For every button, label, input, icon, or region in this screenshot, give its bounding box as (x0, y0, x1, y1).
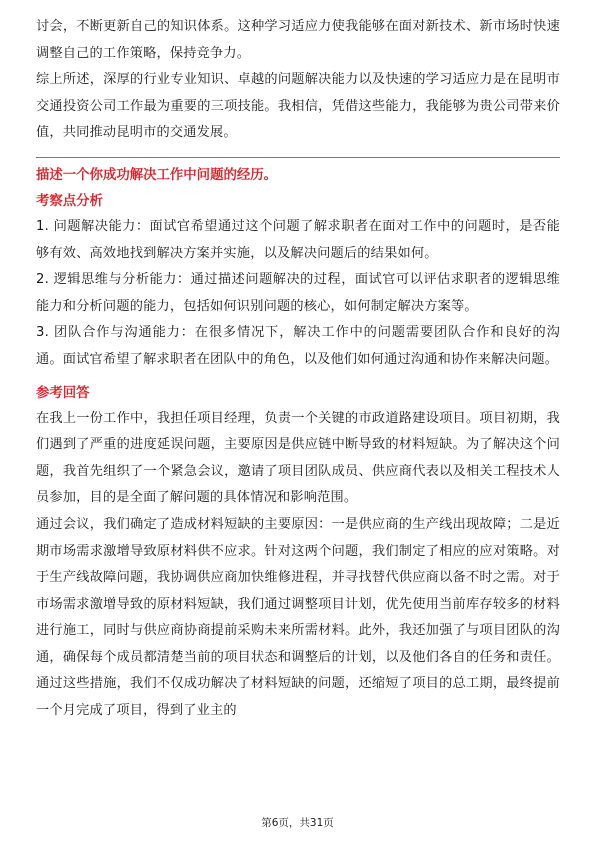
section-gap (36, 374, 560, 380)
answer-paragraph: 在我上一份工作中，我担任项目经理，负责一个关键的市政道路建设项目。项目初期，我们遇到了严重的进度延误问题，主要原因是供应链中断导致的材料短缺。为了解决这个问题，我首先组织了一个紧急会议，邀请了项目团队成员、供应商代表以及相关工程技术人员参加，目的是全面了解问题的具体情况和影响范围。 (36, 410, 560, 506)
analysis-item: 3. 团队合作与沟通能力：在很多情况下，解决工作中的问题需要团队合作和良好的沟通。面试官希望了解求职者在团队中的角色，以及他们如何通过沟通和协作来解决问题。 (36, 325, 560, 367)
analysis-item: 2. 逻辑思维与分析能力：通过描述问题解决的过程，面试官可以评估求职者的逻辑思维能力和分析问题的能力，包括如何识别问题的核心，如何制定解决方案等。 (36, 272, 560, 314)
summary-paragraph: 综上所述，深厚的行业专业知识、卓越的问题解决能力以及快速的学习适应力是在昆明市交通投资公司工作最为重要的三项技能。我相信，凭借这些能力，我能够为贵公司带来价值，共同推动昆明市的交通发展。 (36, 72, 560, 141)
question-title: 描述一个你成功解决工作中问题的经历。 (36, 167, 278, 183)
intro-paragraph: 讨会，不断更新自己的知识体系。这种学习适应力使我能够在面对新技术、新市场时快速调整自己的工作策略，保持竞争力。 (36, 19, 560, 61)
page-number-footer: 第6页，共31页 (261, 817, 334, 829)
answer-paragraph: 通过会议，我们确定了造成材料短缺的主要原因：一是供应商的生产线出现故障；二是近期市场需求激增导致原材料供不应求。针对这两个问题，我们制定了相应的应对策略。对于生产线故障问题，我协调供应商加快维修进程，并寻找替代供应商以备不时之需。对于市场需求激增导致的原材料短缺，我们通过调整项目计划，优先使用当前库存较多的材料进行施工，同时与供应商协商提前采购未来所需材料。此外，我还加强了与项目团队的沟通，确保每个成员都清楚当前的项目状态和调整后的计划，以及他们各自的任务和责任。通过这些措施，我们不仅成功解决了材料短缺的问题，还缩短了项目的总工期，最终提前一个月完成了项目，得到了业主的 (36, 516, 560, 719)
section-divider (36, 157, 560, 158)
analysis-heading: 考察点分析 (36, 193, 103, 209)
analysis-item: 1. 问题解决能力：面试官希望通过这个问题了解求职者在面对工作中的问题时，是否能够有效、高效地找到解决方案并实施，以及解决问题后的结果如何。 (36, 218, 560, 261)
document-page (36, 14, 560, 725)
answer-heading: 参考回答 (36, 385, 90, 401)
